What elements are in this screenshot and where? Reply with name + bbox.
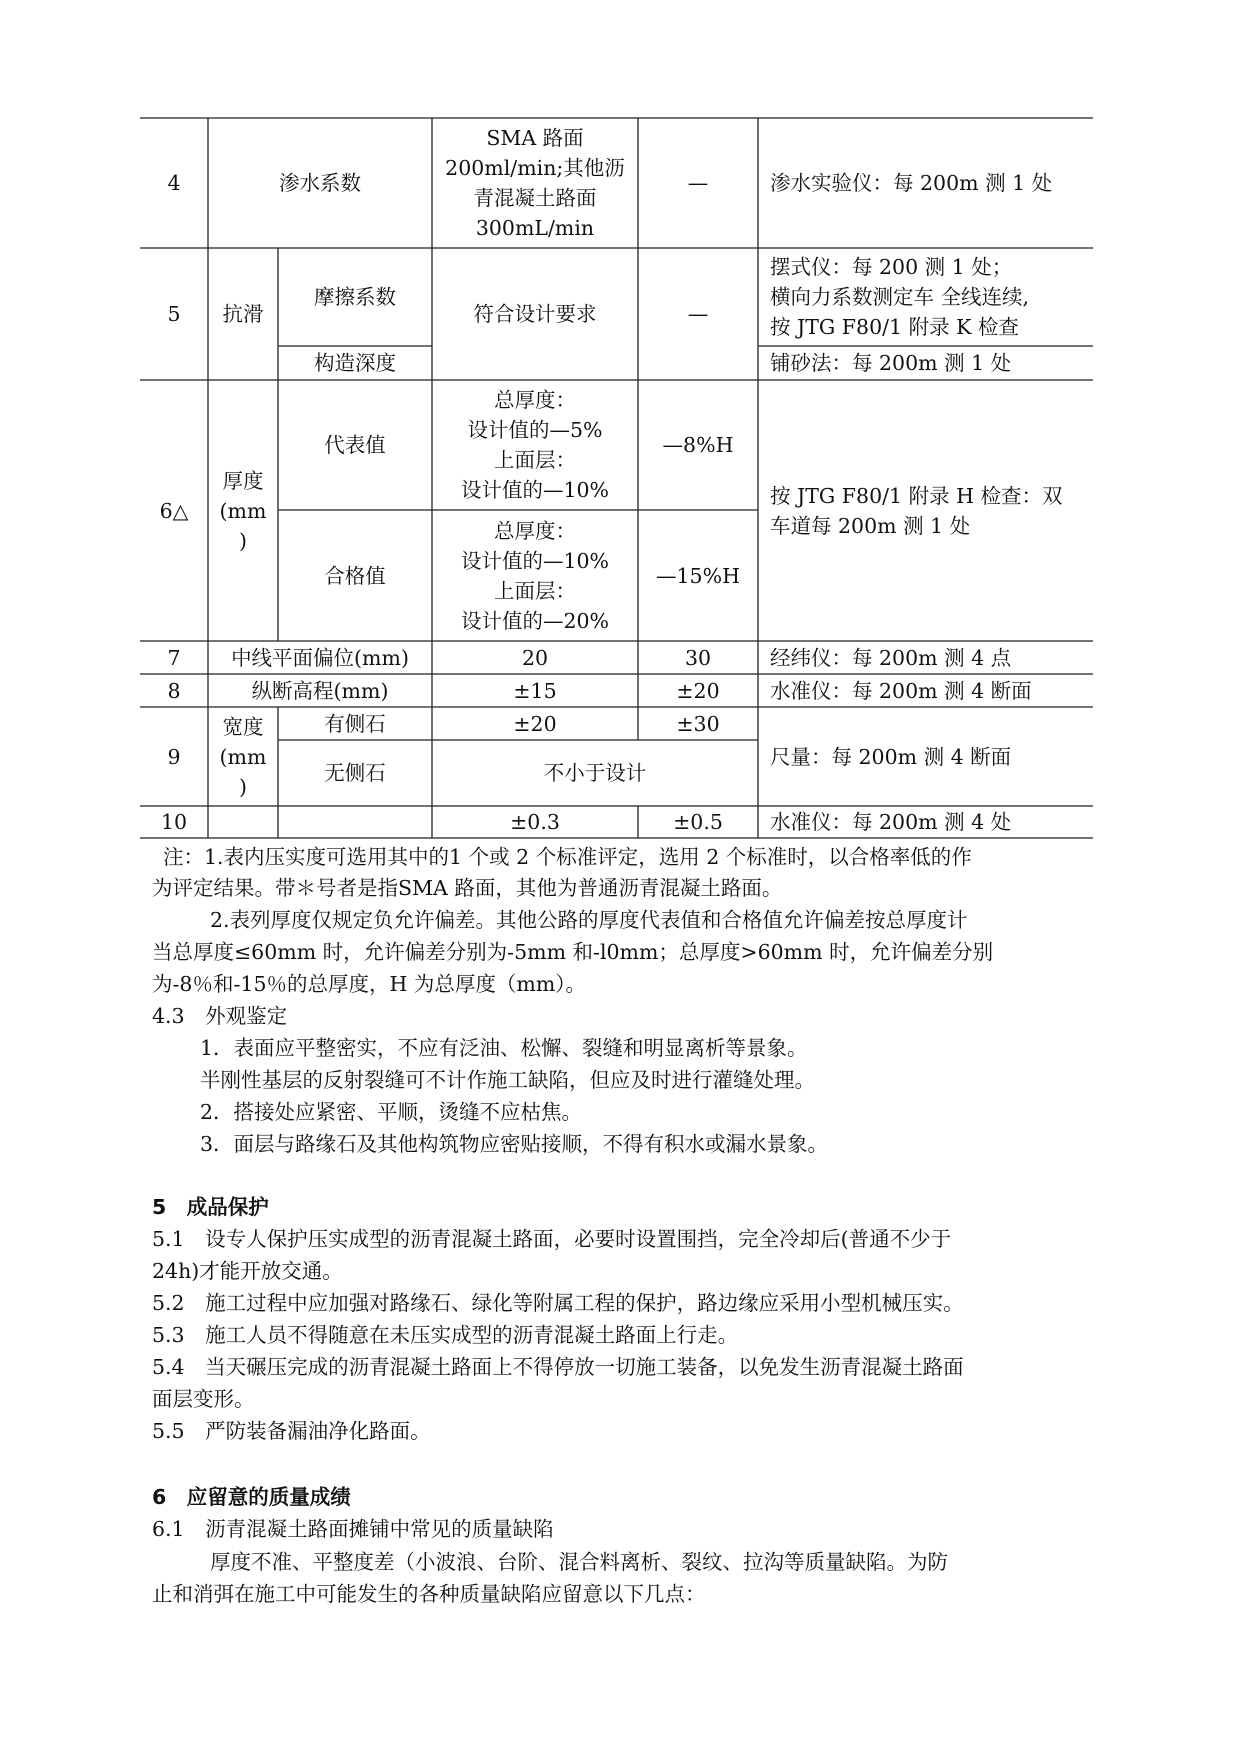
section-4-3-title: 4.3 外观鉴定 (152, 1004, 288, 1028)
section-5-heading: 5 成品保护 (152, 1195, 269, 1219)
row4-tolerance: — (687, 171, 709, 195)
row5-tolerance: — (687, 302, 709, 326)
row7-no: 7 (167, 645, 181, 670)
row4-item: 渗水系数 (279, 171, 361, 195)
row8-standard: ±15 (513, 678, 557, 703)
row8-no: 8 (167, 678, 181, 703)
row9-no: 9 (167, 744, 181, 769)
row8-tolerance: ±20 (676, 678, 720, 703)
note-line-2: 为评定结果。带＊号者是指SMA 路面，其他为普通沥青混凝土路面。 (152, 876, 783, 900)
section-5-3: 5.3 施工人员不得随意在未压实成型的沥青混凝土路面上行走。 (152, 1323, 739, 1347)
note-line-4: 当总厚度≤60mm 时，允许偏差分别为-5mm 和-l0mm；总厚度>60mm 时，允许偏差分别 (152, 940, 994, 964)
row8-item: 纵断高程(mm) (251, 678, 389, 703)
section-5-1: 5.1 设专人保护压实成型的沥青混凝土路面，必要时设置围挡，完全冷却后(普通不少于 (152, 1227, 952, 1251)
row7-method: 经纬仪：每 200m 测 4 点 (770, 645, 1012, 670)
section-5-4-cont: 面层变形。 (152, 1387, 255, 1411)
row7-item: 中线平面偏位(mm) (231, 645, 409, 670)
row8-method: 水准仪：每 200m 测 4 断面 (770, 678, 1032, 703)
section-5-5: 5.5 严防装备漏油净化路面。 (152, 1419, 431, 1443)
note-line-1: 注：1.表内压实度可选用其中的1 个或 2 个标准评定，选用 2 个标准时，以合格率低的作 (163, 845, 972, 869)
section-6-1-body-cont: 止和消弭在施工中可能发生的各种质量缺陷应留意以下几点： (152, 1582, 706, 1606)
section-4-3-item-2: 2．搭接处应紧密、平顺，烫缝不应枯焦。 (200, 1100, 583, 1124)
row6-method: 按 JTG F80/1 附录 H 检查：双 车道每 200m 测 1 处 (770, 483, 1063, 538)
row7-tolerance: 30 (684, 645, 712, 670)
row6-tolerance-qualified: —15%H (656, 563, 740, 588)
row7-standard: 20 (521, 645, 549, 670)
section-6-heading: 6 应留意的质量成绩 (152, 1485, 351, 1509)
section-4-3-item-1b: 半刚性基层的反射裂缝可不计作施工缺陷，但应及时进行灌缝处理。 (200, 1068, 815, 1092)
row5-sub-friction: 摩擦系数 (314, 285, 396, 309)
row9-item: 宽度 (mm ) (219, 714, 267, 799)
section-6-1: 6.1 沥青混凝土路面摊铺中常见的质量缺陷 (152, 1517, 554, 1541)
section-5-1-cont: 24h)才能开放交通。 (152, 1259, 343, 1283)
row9-sub-uncurbed: 无侧石 (324, 761, 386, 785)
row9-standard-curbed: ±20 (513, 711, 557, 736)
row6-item: 厚度 (mm ) (219, 468, 267, 553)
row10-standard: ±0.3 (510, 810, 560, 834)
row6-standard-representative: 总厚度： 设计值的—5% 上面层： 设计值的—10% (460, 388, 610, 502)
row6-sub-representative: 代表值 (324, 433, 386, 457)
section-6-1-body: 厚度不准、平整度差（小波浪、台阶、混合料离析、裂纹、拉沟等质量缺陷。为防 (210, 1550, 948, 1574)
row5-method-texture: 铺砂法：每 200m 测 1 处 (770, 351, 1012, 375)
row10-no: 10 (160, 810, 188, 834)
section-4-3-item-1: 1．表面应平整密实，不应有泛油、松懈、裂缝和明显离析等景象。 (200, 1036, 808, 1060)
row10-tolerance: ±0.5 (673, 810, 723, 834)
row9-sub-curbed: 有侧石 (324, 711, 386, 736)
row9-method: 尺量：每 200m 测 4 断面 (770, 744, 1012, 769)
section-4-3-item-3: 3．面层与路缘石及其他构筑物应密贴接顺，不得有积水或漏水景象。 (200, 1132, 829, 1156)
row4-standard: SMA 路面 200ml/min;其他沥 青混凝土路面 300mL/min (445, 126, 625, 240)
section-5-4: 5.4 当天碾压完成的沥青混凝土路面上不得停放一切施工装备，以免发生沥青混凝土路面 (152, 1355, 964, 1379)
section-5-2: 5.2 施工过程中应加强对路缘石、绿化等附属工程的保护，路边缘应采用小型机械压实。 (152, 1291, 964, 1315)
row5-sub-texture: 构造深度 (314, 351, 396, 375)
row5-item: 抗滑 (222, 302, 264, 326)
row6-standard-qualified: 总厚度： 设计值的—10% 上面层： 设计值的—20% (460, 518, 610, 633)
note-line-3: 2.表列厚度仅规定负允许偏差。其他公路的厚度代表值和合格值允许偏差按总厚度计 (210, 908, 968, 932)
row6-sub-qualified: 合格值 (324, 563, 386, 588)
row10-method: 水准仪：每 200m 测 4 处 (770, 810, 1012, 834)
row9-tolerance-curbed: ±30 (676, 711, 720, 736)
row6-no: 6△ (159, 498, 189, 523)
row9-standard-uncurbed: 不小于设计 (543, 761, 647, 785)
note-line-5: 为-8％和-15％的总厚度，H 为总厚度（mm）。 (152, 972, 587, 996)
row5-method-friction: 摆式仪：每 200 测 1 处； 横向力系数测定车 全线连续, 按 JTG F80/1 附录 K 检查 (770, 255, 1030, 339)
row4-no: 4 (167, 171, 181, 195)
row6-tolerance-representative: —8%H (662, 433, 734, 457)
row5-standard: 符合设计要求 (473, 302, 597, 326)
row4-method: 渗水实验仪：每 200m 测 1 处 (770, 171, 1053, 195)
row5-no: 5 (167, 302, 181, 326)
